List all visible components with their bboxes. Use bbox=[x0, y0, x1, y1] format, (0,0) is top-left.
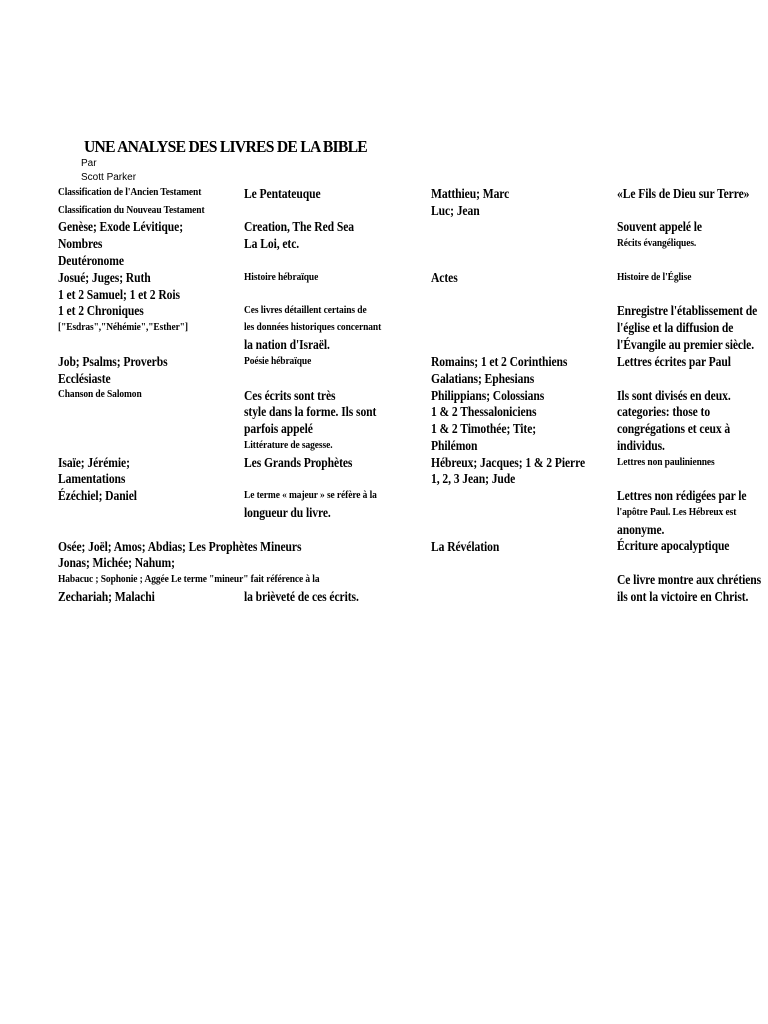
nt-description-cell: Souvent appelé le bbox=[617, 219, 702, 234]
ot-description-cell: Le terme « majeur » se réfère à la bbox=[244, 489, 377, 501]
ot-description-cell: Littérature de sagesse. bbox=[244, 439, 333, 451]
nt-books-cell: Actes bbox=[431, 270, 458, 285]
nt-books-cell: Hébreux; Jacques; 1 & 2 Pierre bbox=[431, 455, 586, 470]
nt-books-cell: Galatians; Ephesians bbox=[431, 371, 535, 386]
nt-books-cell: Luc; Jean bbox=[431, 203, 480, 218]
books-cell: ["Esdras","Néhémie","Esther"] bbox=[58, 321, 188, 333]
nt-description-cell: l'Évangile au premier siècle. bbox=[617, 337, 755, 352]
books-cell: Deutéronome bbox=[58, 253, 124, 268]
nt-description-cell: categories: those to bbox=[617, 404, 711, 419]
ot-description-cell: la brièveté de ces écrits. bbox=[244, 589, 359, 604]
books-cell: Ecclésiaste bbox=[58, 371, 111, 386]
books-cell: Jonas; Michée; Nahum; bbox=[58, 555, 175, 570]
books-cell: Lamentations bbox=[58, 471, 126, 486]
nt-books-cell: 1 & 2 Thessaloniciens bbox=[431, 404, 537, 419]
ot-description-cell: style dans la forme. Ils sont bbox=[244, 404, 377, 419]
ot-description-cell: longueur du livre. bbox=[244, 505, 331, 520]
nt-classification-label: Classification du Nouveau Testament bbox=[58, 204, 205, 216]
nt-books-cell: 1 & 2 Timothée; Tite; bbox=[431, 421, 537, 436]
ot-description-cell: Ces écrits sont très bbox=[244, 388, 336, 403]
books-cell: 1 et 2 Chroniques bbox=[58, 303, 144, 318]
nt-books-cell: Philémon bbox=[431, 438, 478, 453]
nt-description-cell: l'apôtre Paul. Les Hébreux est bbox=[617, 506, 737, 518]
ot-category-cell: Poésie hébraïque bbox=[244, 355, 312, 367]
nt-books-cell: Philippians; Colossians bbox=[431, 388, 545, 403]
books-cell: Ézéchiel; Daniel bbox=[58, 488, 137, 503]
books-cell: Habacuc ; Sophonie ; Aggée Le terme "mineur" fait référence à la bbox=[58, 573, 320, 585]
ot-category-cell: La Loi, etc. bbox=[244, 236, 300, 251]
nt-books-cell: 1, 2, 3 Jean; Jude bbox=[431, 471, 516, 486]
nt-description-cell: individus. bbox=[617, 438, 665, 453]
ot-description-cell: parfois appelé bbox=[244, 421, 313, 436]
ot-category-cell: Histoire hébraïque bbox=[244, 271, 319, 283]
author-prefix: Par bbox=[81, 158, 97, 169]
nt-description-cell: Enregistre l'établissement de bbox=[617, 303, 758, 318]
author-name: Scott Parker bbox=[81, 172, 137, 183]
nt-category-cell: Lettres non pauliniennes bbox=[617, 456, 715, 468]
books-cell: Genèse; Exode Lévitique; bbox=[58, 219, 183, 234]
nt-description-cell: congrégations et ceux à bbox=[617, 421, 731, 436]
books-cell: Josué; Juges; Ruth bbox=[58, 270, 151, 285]
nt-category-cell: Histoire de l'Église bbox=[617, 271, 692, 283]
nt-description-cell: l'église et la diffusion de bbox=[617, 320, 734, 335]
nt-description-cell: «Le Fils de Dieu sur Terre» bbox=[617, 186, 750, 201]
nt-description-cell: Récits évangéliques. bbox=[617, 237, 697, 249]
books-cell: Chanson de Salomon bbox=[58, 388, 142, 400]
books-cell: Nombres bbox=[58, 236, 103, 251]
nt-description-cell: anonyme. bbox=[617, 522, 665, 537]
nt-category-cell: Lettres écrites par Paul bbox=[617, 354, 731, 369]
books-cell: Isaïe; Jérémie; bbox=[58, 455, 130, 470]
nt-description-cell: Ils sont divisés en deux. bbox=[617, 388, 731, 403]
ot-category-cell: Le Pentateuque bbox=[244, 186, 321, 201]
ot-description-cell: les données historiques concernant bbox=[244, 321, 382, 333]
nt-books-cell: La Révélation bbox=[431, 539, 500, 554]
document-title: UNE ANALYSE DES LIVRES DE LA BIBLE bbox=[84, 137, 367, 156]
nt-description-cell: Lettres non rédigées par le bbox=[617, 488, 747, 503]
books-cell: 1 et 2 Samuel; 1 et 2 Rois bbox=[58, 287, 180, 302]
ot-category-cell: Les Grands Prophètes bbox=[244, 455, 353, 470]
ot-description-cell: la nation d'Israël. bbox=[244, 337, 330, 352]
ot-category-cell: Creation, The Red Sea bbox=[244, 219, 354, 234]
nt-description-cell: ils ont la victoire en Christ. bbox=[617, 589, 749, 604]
nt-category-cell: Écriture apocalyptique bbox=[617, 538, 730, 553]
ot-description-cell: Ces livres détaillent certains de bbox=[244, 304, 367, 316]
books-cell: Job; Psalms; Proverbs bbox=[58, 354, 168, 369]
books-cell: Osée; Joël; Amos; Abdias; Les Prophètes Mineurs bbox=[58, 539, 302, 554]
nt-books-cell: Romains; 1 et 2 Corinthiens bbox=[431, 354, 568, 369]
ot-classification-label: Classification de l'Ancien Testament bbox=[58, 186, 202, 198]
nt-books-cell: Matthieu; Marc bbox=[431, 186, 510, 201]
books-cell: Zechariah; Malachi bbox=[58, 589, 155, 604]
nt-description-cell: Ce livre montre aux chrétiens bbox=[617, 572, 762, 587]
